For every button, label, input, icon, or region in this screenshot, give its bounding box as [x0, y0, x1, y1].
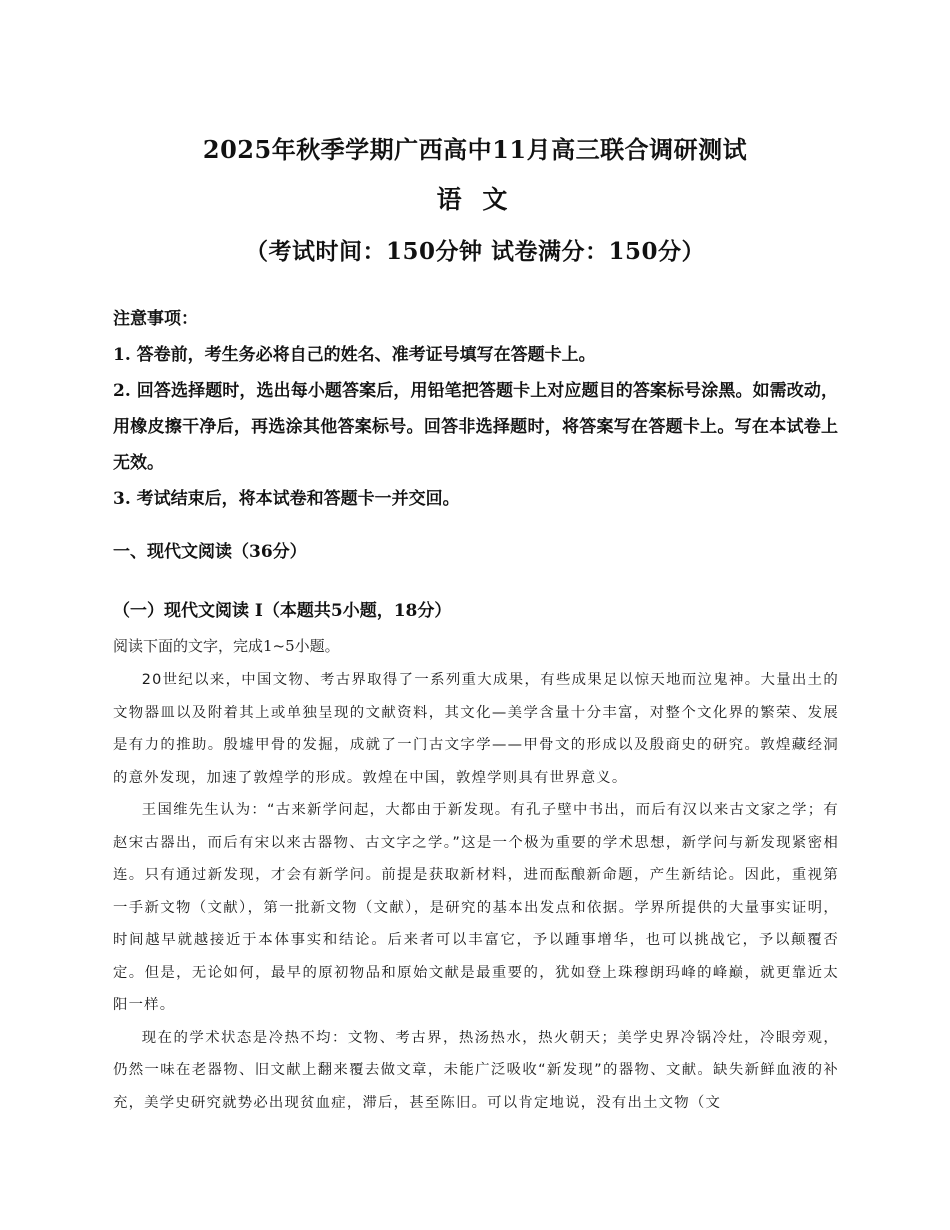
subject-title: 语 文	[436, 185, 514, 214]
notice-item-3: 3. 考试结束后，将本试卷和答题卡一并交回。	[113, 489, 460, 509]
notice-heading: 注意事项：	[113, 309, 198, 329]
notice-item-2: 2. 回答选择题时，选出每小题答案后，用铅笔把答题卡上对应题目的答案标号涂黑。如需改动，用橡皮擦干净后，再选涂其他答案标号。回答非选择题时，将答案写在答题卡上。写在本试卷上无效。	[113, 381, 838, 473]
passage-paragraph-1: 20世纪以来，中国文物、考古界取得了一系列重大成果，有些成果足以惊天地而泣鬼神。大量出土的文物器皿以及附着其上或单独呈现的文献资料，其文化—美学含量十分丰富，对整个文化界的繁荣、发展是有力的推助。殷墟甲骨的发掘，成就了一门古文字学——甲骨文的形成以及殷商史的研究。敦煌藏经洞的意外发现，加速了敦煌学的形成。敦煌在中国，敦煌学则具有世界意义。	[113, 672, 839, 786]
passage-paragraph-2: 王国维先生认为：“古来新学问起，大都由于新发现。有孔子壁中书出，而后有汉以来古文家之学；有赵宋古器出，而后有宋以来古器物、古文字之学。”这是一个极为重要的学术思想，新学问与新发现紧密相连。只有通过新发现，才会有新学问。前提是获取新材料，进而酝酿新命题，产生新结论。因此，重视第一手新文物（文献），第一批新文物（文献），是研究的基本出发点和依据。学界所提供的大量事实证明，时间越早就越接近于本体事实和结论。后来者可以丰富它，予以踵事增华，也可以挑战它，予以颠覆否定。但是，无论如何，最早的原初物品和原始文献是最重要的，犹如登上珠穆朗玛峰的峰巅，就更靠近太阳一样。	[113, 802, 839, 1013]
notice-item-1: 1. 答卷前，考生务必将自己的姓名、准考证号填写在答题卡上。	[113, 345, 596, 365]
exam-info: （考试时间：150分钟 试卷满分：150分）	[244, 238, 706, 265]
notice-block	[113, 301, 838, 517]
passage-paragraph-3: 现在的学术状态是冷热不均：文物、考古界，热汤热水，热火朝天；美学史界冷锅冷灶，冷眼旁观，仍然一味在老器物、旧文献上翻来覆去做文章，未能广泛吸收“新发现”的器物、文献。缺失新鲜血液的补充，美学史研究就势必出现贫血症，滞后，甚至陈旧。可以肯定地说，没有出土文物（文	[113, 1029, 839, 1111]
reading-instruction: 阅读下面的文字，完成1~5小题。	[113, 637, 340, 655]
reading-passage	[113, 664, 839, 1119]
subsection-heading: （一）现代文阅读 I（本题共5小题，18分）	[113, 601, 452, 621]
section-heading: 一、现代文阅读（36分）	[113, 542, 307, 562]
exam-title: 2025年秋季学期广西高中11月高三联合调研测试	[202, 135, 748, 164]
